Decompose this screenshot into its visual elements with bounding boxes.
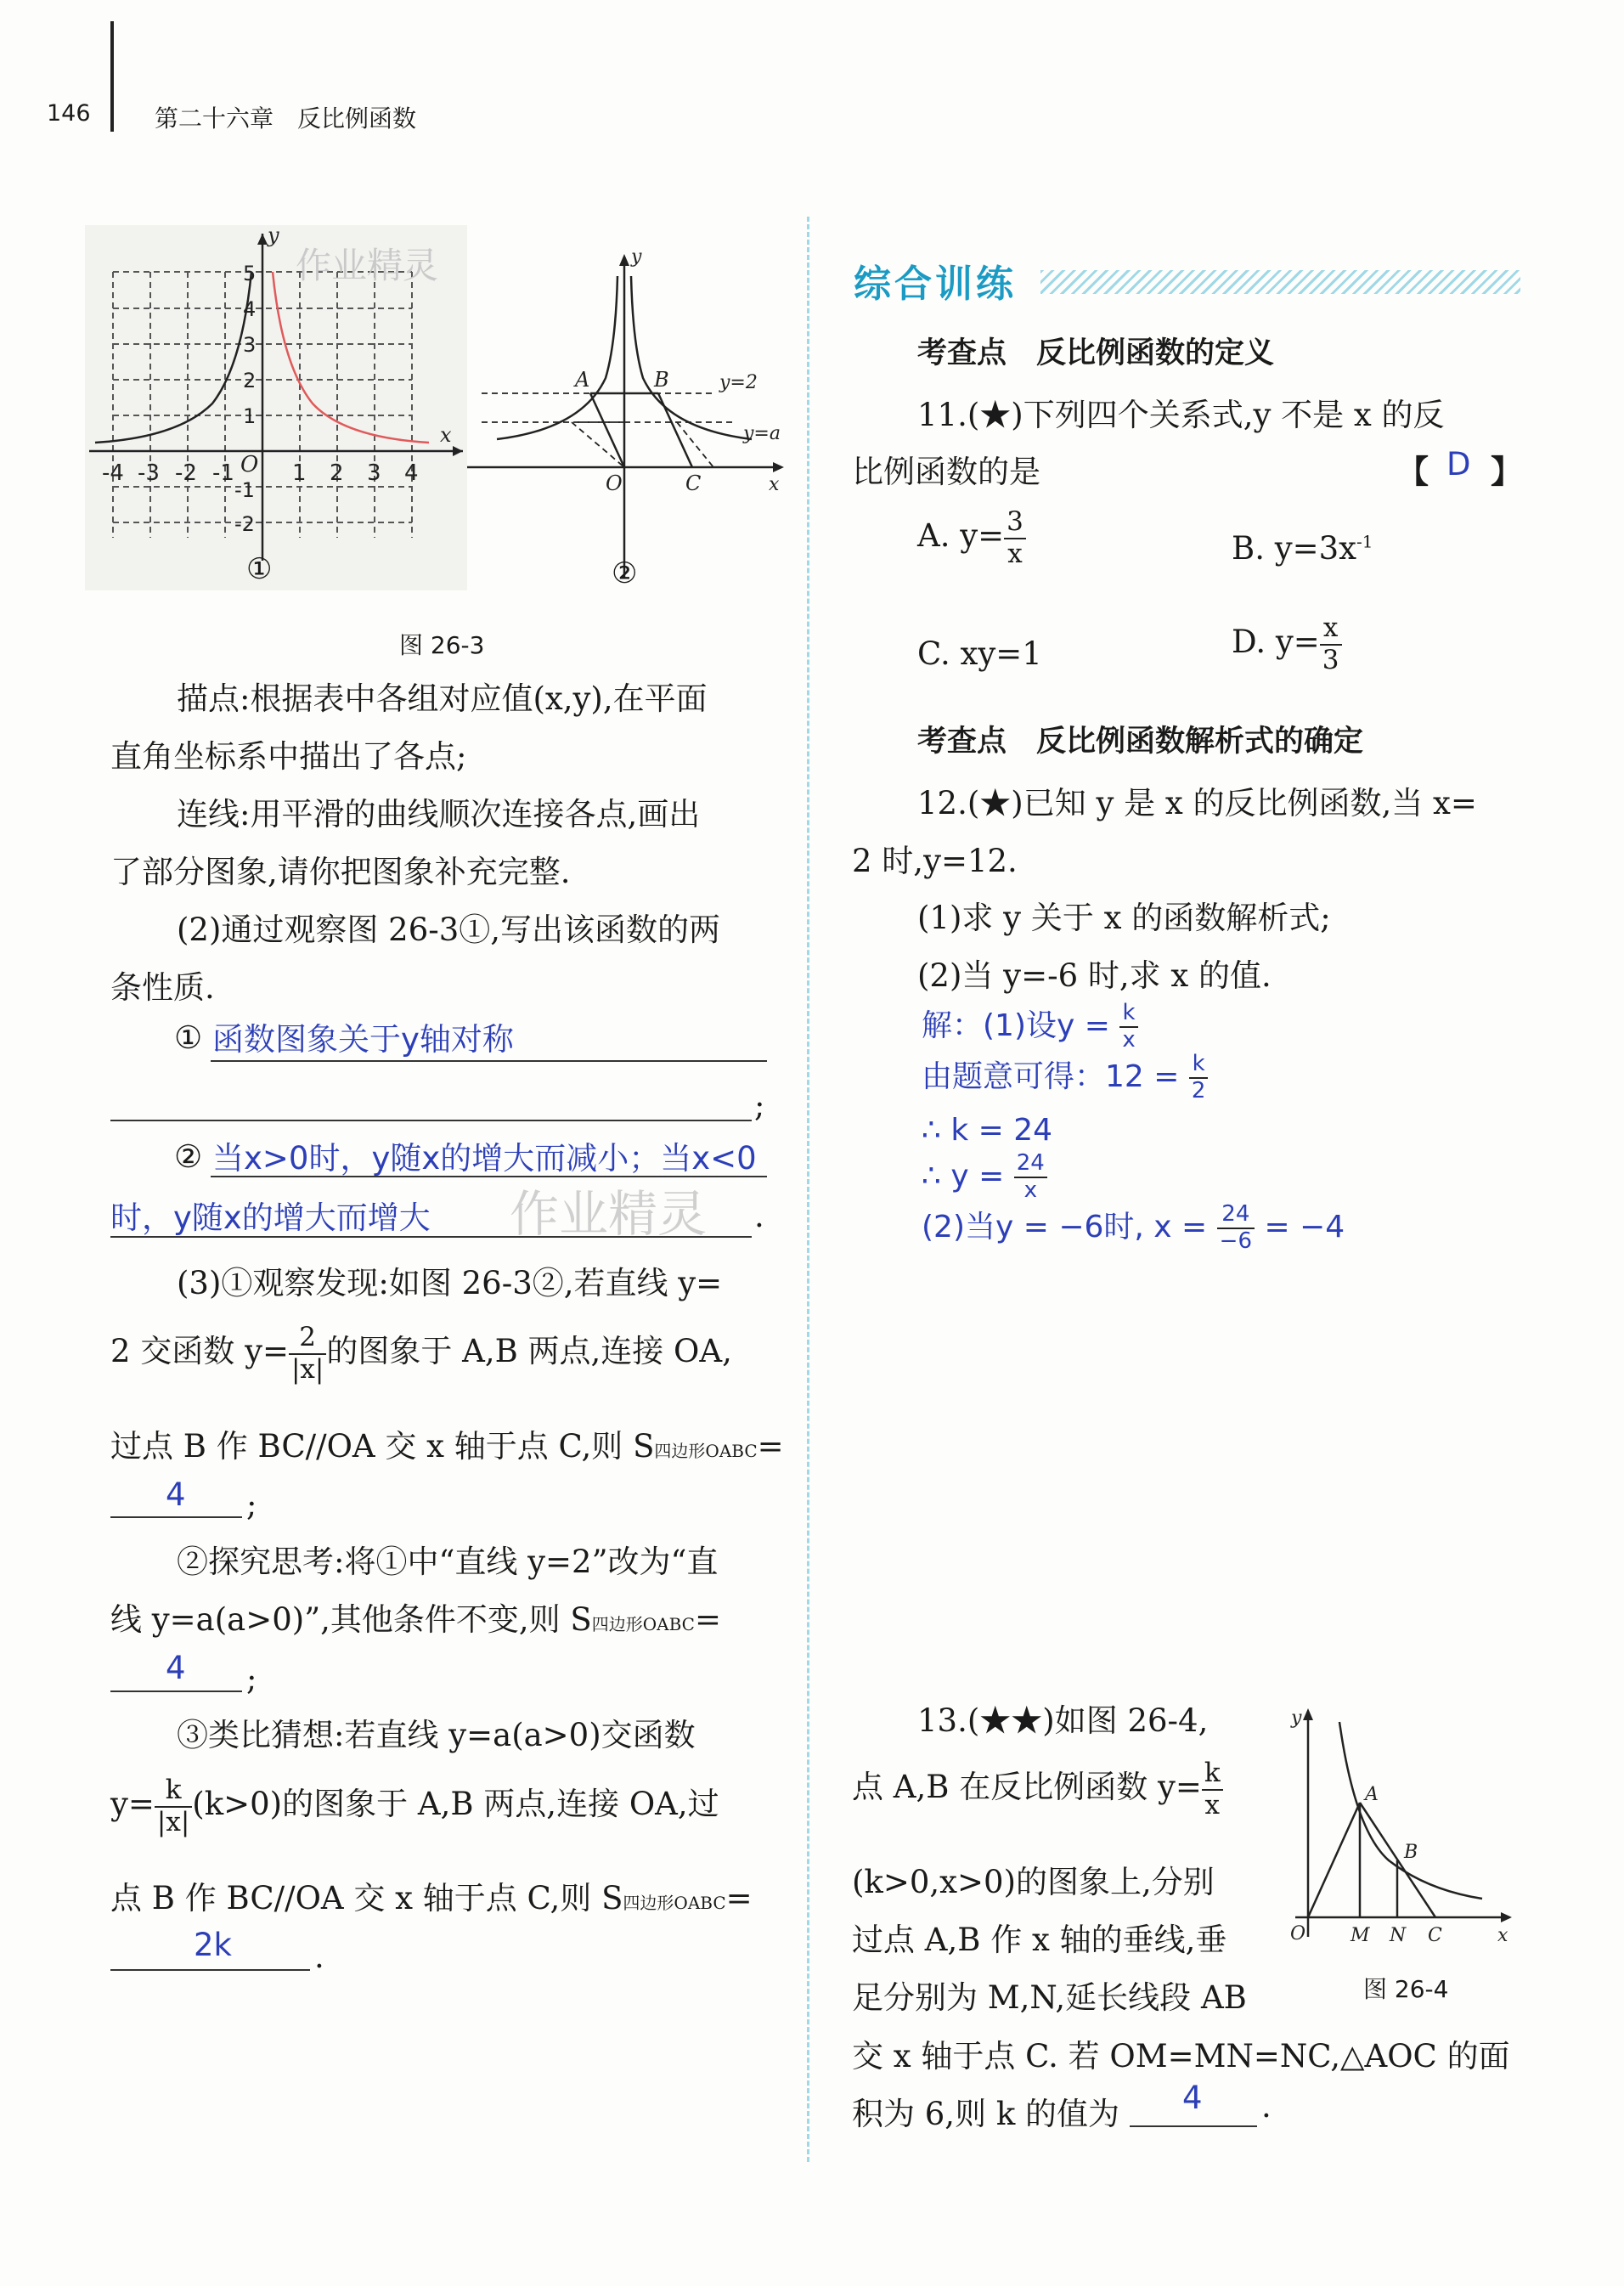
answer-property-2b: 时，y随x的增大而增大 — [110, 1199, 431, 1236]
answer-13: 4 — [1182, 2080, 1203, 2116]
svg-text:4: 4 — [243, 297, 257, 321]
column-divider — [807, 217, 809, 2162]
answer-property-2a: 当x>0时，y随x的增大而减小；当x<0 — [212, 1140, 757, 1177]
period-13: . — [1261, 2088, 1272, 2125]
svg-text:y: y — [268, 225, 279, 247]
question-12-part1: (1)求 y 关于 x 的函数解析式; — [917, 900, 1331, 936]
answer-line-13 — [1130, 2125, 1257, 2127]
svg-text:-2: -2 — [234, 512, 255, 536]
answer-line-1b — [110, 1120, 752, 1121]
paragraph-plot-points: 描点:根据表中各组对应值(x,y),在平面 — [177, 680, 708, 717]
figure-26-3-graph-2 — [463, 242, 790, 599]
bracket-right: 】 — [1491, 454, 1522, 490]
question-13c: (k>0,x>0)的图象上,分别 — [852, 1864, 1215, 1900]
answer-line-4 — [110, 1691, 242, 1692]
svg-text:2: 2 — [330, 460, 344, 486]
svg-text:C: C — [685, 471, 702, 495]
option-c: C. xy=1 — [917, 635, 1042, 672]
svg-text:A: A — [1365, 1784, 1379, 1805]
option-b: B. $y=3x^{-1}$ — [1232, 530, 1373, 567]
question-3-3c: 点 B 作 BC//OA 交 x 轴于点 C,则 S四边形OABC= — [110, 1880, 753, 1916]
solution-step-4: ∴ y = $\frac{24}{x}$ — [922, 1151, 1047, 1204]
question-2: (2)通过观察图 26-3①,写出该函数的两 — [177, 912, 721, 948]
solution-step-5: (2)当y = −6时, x = $\frac{24}{-6}$ = −4 — [922, 1201, 1345, 1254]
figure-26-3-graph-1 — [85, 225, 467, 590]
svg-text:x: x — [1497, 1925, 1508, 1946]
figure-26-4-graph — [1278, 1703, 1516, 1950]
topic-heading-1: 考查点 反比例函数的定义 — [917, 336, 1275, 370]
question-13g: 积为 6,则 k 的值为 — [852, 2096, 1120, 2132]
topic-heading-2: 考查点 反比例函数解析式的确定 — [917, 725, 1364, 759]
svg-text:O: O — [606, 471, 623, 495]
svg-text:y: y — [631, 246, 642, 268]
svg-text:3: 3 — [243, 333, 257, 357]
option-a: A. y= $\frac{3}{x}$ — [917, 507, 1026, 569]
question-13b: 点 A,B 在反比例函数 y= $\frac{k}{x}$ — [852, 1758, 1223, 1820]
svg-text:3: 3 — [367, 460, 381, 486]
question-11: 11.(★)下列四个关系式,y 不是 x 的反 — [917, 397, 1445, 433]
question-13: 13.(★★)如图 26-4, — [917, 1702, 1209, 1739]
svg-text:-1: -1 — [234, 478, 255, 502]
answer-11: D — [1446, 446, 1471, 483]
question-13e: 足分别为 M,N,延长线段 AB — [852, 1979, 1247, 2016]
answer-line-5 — [110, 1969, 310, 1971]
question-2-cont: 条性质. — [110, 969, 215, 1006]
svg-text:O: O — [240, 452, 259, 477]
paragraph-connect: 连线:用平滑的曲线顺次连接各点,画出 — [177, 796, 701, 833]
answer-3-2: 4 — [166, 1650, 186, 1686]
question-3-1c: 过点 B 作 BC//OA 交 x 轴于点 C,则 S四边形OABC= — [110, 1428, 784, 1465]
question-3-2: ②探究思考:将①中“直线 y=2”改为“直 — [177, 1544, 719, 1580]
watermark: 作业精灵 — [510, 1185, 708, 1243]
svg-text:A: A — [575, 368, 590, 392]
svg-text:y=a: y=a — [743, 423, 781, 444]
svg-text:M: M — [1351, 1925, 1370, 1946]
solution-step-1: 解：(1)设y = $\frac{k}{x}$ — [922, 1001, 1138, 1053]
svg-text:-4: -4 — [102, 460, 124, 486]
svg-text:1: 1 — [292, 460, 307, 486]
figure-26-3-sub2-label: ② — [612, 556, 638, 590]
svg-text:B: B — [1404, 1842, 1418, 1863]
svg-text:4: 4 — [404, 460, 419, 486]
answer-3-3: 2k — [194, 1927, 232, 1963]
chapter-title: 第二十六章 反比例函数 — [155, 104, 417, 133]
period-2: . — [754, 1198, 764, 1234]
svg-text:x: x — [440, 423, 452, 447]
figure-26-4-caption: 图 26-4 — [1363, 1975, 1449, 2003]
circle-1: ① — [174, 1019, 203, 1056]
paragraph-connect-2: 了部分图象,请你把图象补充完整. — [110, 854, 571, 890]
figure-26-3-sub1-label: ① — [246, 552, 273, 586]
svg-text:1: 1 — [243, 404, 257, 428]
semicolon-1: ; — [754, 1087, 765, 1124]
question-13d: 过点 A,B 作 x 轴的垂线,垂 — [852, 1922, 1227, 1958]
question-11b: 比例函数的是 — [852, 454, 1040, 490]
svg-text:x: x — [769, 474, 780, 495]
solution-step-2: 由题意可得：12 = $\frac{k}{2}$ — [922, 1052, 1208, 1104]
svg-text:O: O — [1290, 1923, 1306, 1945]
answer-3-1: 4 — [166, 1476, 186, 1513]
bracket-left: 【 — [1397, 454, 1429, 490]
svg-text:5: 5 — [243, 262, 257, 285]
svg-text:N: N — [1390, 1925, 1407, 1946]
solution-step-3: ∴ k = 24 — [922, 1113, 1053, 1148]
svg-text:C: C — [1428, 1925, 1442, 1946]
svg-text:-1: -1 — [212, 460, 234, 486]
question-3-3b: y= $\frac{k}{|x|}$ (k>0)的图象于 A,B 两点,连接 OA,过 — [110, 1775, 719, 1837]
section-title: 综合训练 — [854, 262, 1017, 306]
header-rule — [110, 21, 114, 132]
option-d: D. y= $\frac{x}{3}$ — [1232, 613, 1342, 675]
question-13f: 交 x 轴于点 C. 若 OM=MN=NC,△AOC 的面 — [852, 2038, 1510, 2074]
svg-text:y=2: y=2 — [719, 372, 758, 393]
circle-2: ② — [174, 1138, 203, 1175]
paragraph-plot-points-2: 直角坐标系中描出了各点; — [110, 738, 467, 775]
question-12-part2: (2)当 y=-6 时,求 x 的值. — [917, 957, 1272, 994]
question-3-1b: 2 交函数 y= $\frac{2}{|x|}$ 的图象于 A,B 两点,连接 OA, — [110, 1322, 732, 1385]
figure-26-3-caption: 图 26-3 — [399, 631, 485, 659]
period-5: . — [314, 1939, 324, 1975]
answer-property-1: 函数图象关于y轴对称 — [212, 1021, 514, 1058]
semicolon-4: ; — [246, 1661, 257, 1697]
svg-text:y: y — [1291, 1707, 1302, 1729]
question-3-2b: 线 y=a(a>0)”,其他条件不变,则 S四边形OABC= — [110, 1601, 721, 1638]
svg-text:作业精灵: 作业精灵 — [296, 245, 439, 286]
section-title-hatch — [1040, 270, 1520, 294]
question-12b: 2 时,y=12. — [852, 843, 1018, 879]
answer-line-1 — [211, 1060, 767, 1062]
svg-text:-3: -3 — [138, 460, 160, 486]
svg-text:B: B — [654, 368, 669, 392]
page-number: 146 — [47, 100, 91, 127]
semicolon-3: ; — [246, 1487, 257, 1523]
question-3-1: (3)①观察发现:如图 26-3②,若直线 y= — [177, 1265, 723, 1301]
svg-text:-2: -2 — [175, 460, 197, 486]
question-3-3: ③类比猜想:若直线 y=a(a>0)交函数 — [177, 1717, 696, 1753]
answer-line-3 — [110, 1516, 242, 1518]
question-12: 12.(★)已知 y 是 x 的反比例函数,当 x= — [917, 785, 1477, 821]
svg-text:2: 2 — [243, 369, 257, 392]
